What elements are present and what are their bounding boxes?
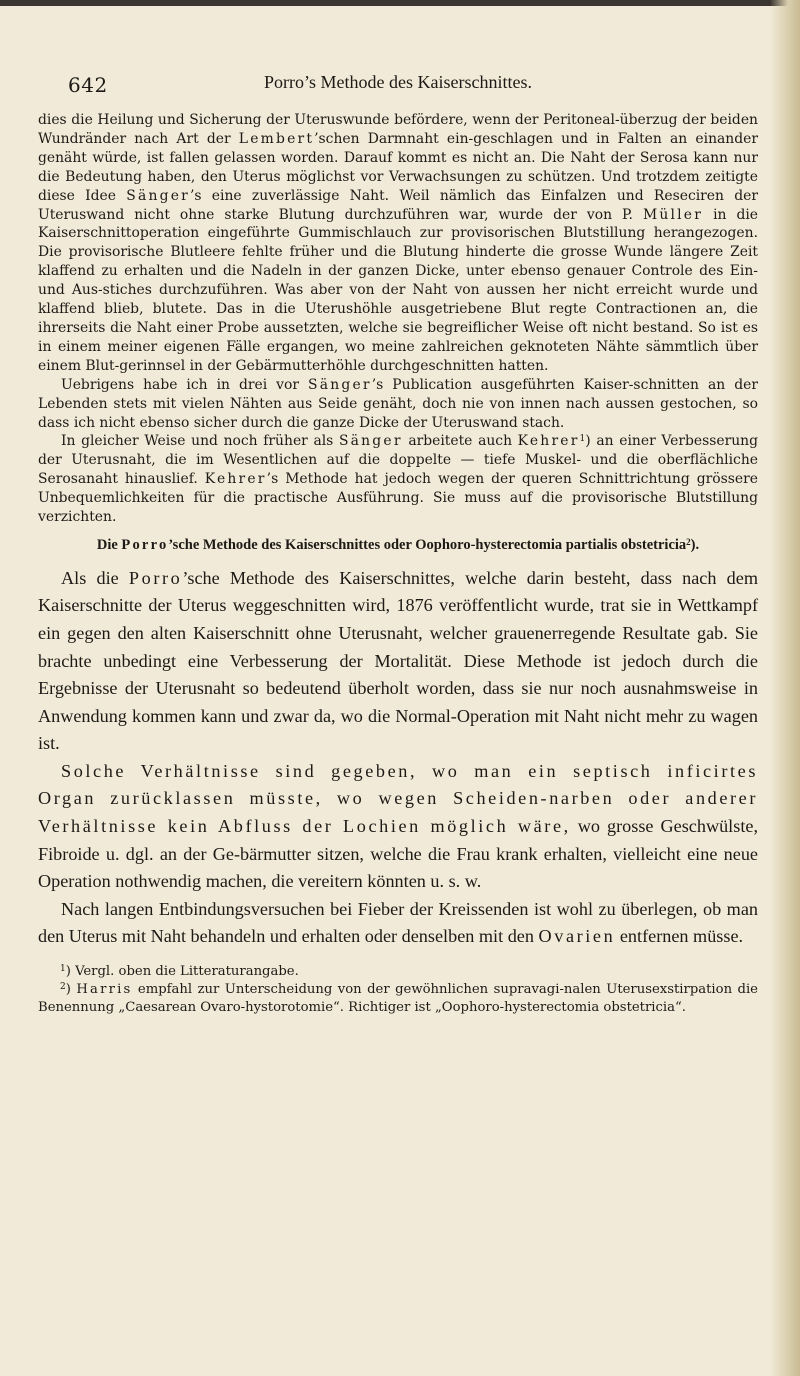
author-harris: Harris [76,981,133,997]
author-porro: Porro [128,567,183,588]
page-body [38,111,758,1016]
author-kehrer: Kehrer [204,471,267,488]
page-number: 642 [68,73,108,97]
large-print-block [38,565,758,951]
footnotes [38,963,758,1016]
author-lembert: Lembert [238,130,315,147]
footnote-ref-2: 2 [686,536,691,547]
paragraph-1: dies die Heilung und Sicherung der Uteruswunde befördere, wenn der Peritoneal-überzug der beiden Wundränder nach Art der Lembert’schen Darmnaht ein-geschlagen und in Falten an einander genäht würde, ist fallen gelassen worden. Darauf kommt es nicht an. Die Naht der Serosa kann nur die Bedeutung haben, den Uterus möglichst vor Verwachsungen zu schützen. Und trotzdem zeitigte diese Idee Sänger’s eine zuverlässige Naht. Weil nämlich das Einfalzen und Reseciren der Uteruswand nicht ohne starke Blutung durchzuführen war, wurde der von P. Müller in die Kaiserschnittoperation eingeführte Gummischlauch zur provisorischen Blutstillung herangezogen. Die provisorische Blutleere fehlte früher und die Blutung hinderte die grosse Wunde längere Zeit klaffend zu erhalten und die Nadeln in der ganzen Dicke, unter ebenso genauer Controle des Ein- und Aus-stiches durchzuführen. Was aber von der Naht von aussen her nicht erreicht wurde und klaffend blieb, blutete. Das in die Uterushöhle ausgetriebene Blut regte Contractionen an, die ihrerseits die Naht einer Probe aussetzten, welche sie begreiflicher Weise oft nicht bestand. So ist es in einem meiner eigenen Fälle ergangen, wo meine zahlreichen geknoteten Nähte sämmtlich über einem Blut-gerinnsel in der Gebärmutterhöhle durchgeschnitten hatten. [38,112,759,374]
footnote-2: $^2$) Harris empfahl zur Unterscheidung von der gewöhnlichen supravagi-nalen Uterusexstirpation die Benennung „Caesarean Ovaro-hystorotomie“. Richtiger ist „Oophoro-hysterectomia obstetricia“. [38,981,758,1015]
footnote-ref-1: 1 [579,434,586,445]
paragraph-3: In gleicher Weise und noch früher als Sänger arbeitete auch Kehrer$^1$) an einer Verbesserung der Uterusnaht, die im Wesentlichen auf die doppelte — tiefe Muskel- und die oberflächliche Serosanaht hinauslief. Kehrer’s Methode hat jedoch wegen der queren Schnittrichtung grössere Unbequemlichkeiten für die practische Ausführung. Sie muss auf die provisorische Blutstillung verzichten. [38,433,759,526]
paragraph-2: Uebrigens habe ich in drei vor Sänger’s Publication ausgeführten Kaiser-schnitten an der Lebenden stets mit vielen Nähten aus Seide genäht, doch nie von innen nach aussen gestochen, so dass ich nicht ebenso sicher durch die ganze Dicke der Uteruswand stach. [38,376,758,431]
page-header [38,66,758,97]
paragraph-5: Solche Verhältnisse sind gegeben, wo man ein septisch inficirtes Organ zurücklassen müsste, wo wegen Scheiden-narben oder anderer Verhältnisse kein Abfluss der Lochien möglich wäre, wo grosse Geschwülste, Fibroide u. dgl. an der Ge-bärmutter sitzen, welche die Frau krank erhalten, vielleicht eine neue Operation nothwendig machen, die vereitern könnten u. s. w. [38,760,758,892]
top-border-line [0,0,800,6]
author-mueller: Müller [642,206,704,223]
author-saenger: Sänger [338,433,403,450]
running-head: Porro’s Methode des Kaiserschnittes. [264,72,532,92]
author-kehrer: Kehrer [517,433,580,450]
author-porro: Porro [121,536,169,553]
emphasized-ovarien: Ovarien [538,926,616,947]
section-heading: Die Porro’sche Methode des Kaiserschnittes oder Oophoro-hysterectomia partialis obstetricia$^2$). [96,536,700,553]
paragraph-4: Als die Porro’sche Methode des Kaiserschnittes, welche darin besteht, dass nach dem Kaiserschnitte der Uterus weggeschnitten wird, 1876 veröffentlicht wurde, trat sie in Wettkampf ein gegen den alten Kaiserschnitt ohne Uterusnaht, welcher grauenerregende Resultate gab. Sie brachte unbedingt eine Verbesserung der Mortalität. Diese Methode ist jedoch durch die Ergebnisse der Uterusnaht so bedeutend überholt worden, dass sie nur noch ausnahmsweise in Anwendung kommen kann und zwar da, wo die Normal-Operation mit Naht nicht mehr zu wagen ist. [38,567,758,754]
footnote-1: $^1$) Vergl. oben die Litteraturangabe. [60,964,299,980]
author-saenger: Sänger [308,376,372,393]
paragraph-6: Nach langen Entbindungsversuchen bei Fieber der Kreissenden ist wohl zu überlegen, ob man den Uterus mit Naht behandeln und erhalten oder denselben mit den Ovarien entfernen müsse. [38,898,758,947]
small-print-block [38,111,758,527]
author-saenger: Sänger [126,187,190,204]
page-edge-shadow [770,0,800,1376]
emphasized-text: Solche Verhältnisse sind gegeben, wo man ein septisch inficirtes Organ zurücklassen müsste, wo wegen Scheiden-narben oder anderer Verhältnisse kein Abfluss der Lochien möglich wäre, [38,760,758,837]
